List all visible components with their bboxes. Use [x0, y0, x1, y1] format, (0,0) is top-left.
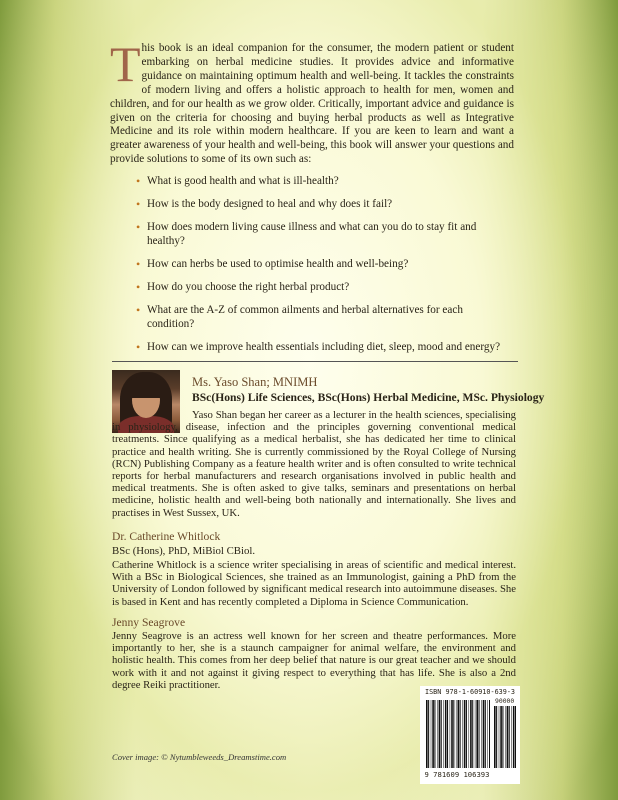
barcode-bar	[432, 700, 434, 768]
author3-name: Jenny Seagrove	[112, 616, 186, 629]
barcode-bar	[472, 700, 473, 768]
barcode-bar	[441, 700, 442, 768]
bullet-icon: •	[136, 257, 141, 271]
list-item: • How can herbs be used to optimise health and well-being?	[136, 257, 409, 271]
list-item: • How does modern living cause illness and what can you do to stay fit and healthy?	[136, 220, 477, 247]
barcode-bar	[426, 700, 428, 768]
barcode-bar	[489, 700, 490, 768]
barcode-bar	[462, 700, 463, 768]
barcode-bar	[453, 700, 454, 768]
barcode-bar	[475, 700, 476, 768]
bullet-icon: •	[136, 280, 141, 294]
barcode-bar	[499, 706, 500, 768]
barcode-bar	[485, 700, 486, 768]
author1-credentials: BSc(Hons) Life Sciences, BSc(Hons) Herbal Medicine, MSc. Physiology	[192, 391, 545, 404]
author1-name: Ms. Yaso Shan; MNIMH	[192, 375, 318, 389]
author3-bio: Jenny Seagrove is an actress well known for her screen and theatre performances. More importantly to her, she is a staunch campaigner for animal welfare, the environment and holistic health. This comes from her deep belief that nature is our great teacher and we should work with it and not against it giving respect to everything that has life. She is also a 2nd degree Reiki practitioner.	[112, 630, 516, 691]
list-item: • How can we improve health essentials including diet, sleep, mood and energy?	[136, 340, 501, 354]
drop-cap: T	[110, 36, 141, 92]
list-item: • How do you choose the right herbal product?	[136, 280, 350, 294]
barcode-bar	[450, 700, 451, 768]
barcode-bar	[500, 706, 502, 768]
barcode-bar	[431, 700, 432, 768]
author2-credentials: BSc (Hons), PhD, MiBiol CBiol.	[112, 545, 256, 557]
barcode-bar	[511, 706, 512, 768]
isbn-barcode	[420, 686, 520, 784]
barcode-bar	[479, 700, 480, 768]
barcode-bar	[505, 706, 506, 768]
bullet-icon: •	[136, 340, 141, 354]
barcode-bar	[428, 700, 429, 768]
question-list	[136, 174, 506, 363]
bullet-icon: •	[136, 303, 141, 317]
author2-bio: Catherine Whitlock is a science writer specialising in areas of scientific and medical interest. With a BSc in Biological Sciences, she trained as an Immunologist, gaining a PhD from the University of London followed by significant medical research into autoimmune diseases. She is based in Kent and has recently completed a Diploma in Science Communication.	[112, 559, 516, 608]
barcode-digits: 9 781609 106393	[424, 770, 490, 779]
isbn-text: ISBN 978-1-60910-639-3	[425, 688, 516, 696]
barcode-addon-bars	[494, 706, 516, 768]
barcode-bar	[494, 706, 496, 768]
barcode-bar	[456, 700, 457, 768]
barcode-bar	[469, 700, 470, 768]
barcode-bar	[487, 700, 488, 768]
barcode-bar	[507, 706, 509, 768]
bullet-icon: •	[136, 174, 141, 188]
barcode-bar	[464, 700, 466, 768]
barcode-bar	[447, 700, 448, 768]
list-item: • What is good health and what is ill-health?	[136, 174, 339, 188]
barcode-bar	[470, 700, 472, 768]
barcode-bar	[502, 706, 503, 768]
list-item: • How is the body designed to heal and why does it fail?	[136, 197, 393, 211]
section-divider	[112, 361, 518, 362]
barcode-bar	[509, 706, 510, 768]
barcode-bar	[443, 700, 444, 768]
barcode-bar	[466, 700, 467, 768]
barcode-bars	[426, 700, 490, 768]
barcode-bar	[458, 700, 460, 768]
barcode-bar	[460, 700, 461, 768]
barcode-bar	[513, 706, 515, 768]
barcode-addon-number: 90000	[495, 697, 515, 705]
cover-image-credit: Cover image: © Nytumbleweeds_Dreamstime.com	[112, 752, 287, 762]
bullet-icon: •	[136, 220, 141, 234]
barcode-bar	[439, 700, 441, 768]
author2-name: Dr. Catherine Whitlock	[112, 530, 221, 543]
bullet-icon: •	[136, 197, 141, 211]
barcode-bar	[434, 700, 435, 768]
barcode-bar	[445, 700, 447, 768]
barcode-bar	[515, 706, 516, 768]
intro-text: his book is an ideal companion for the consumer, the modern patient or student embarking on herbal medicine studies. It provides advice and informative guidance on maintaining optimum health and well-being. It tackles the constraints of modern living and offers a holistic approach to health for men, women and children, and for our health as we grow older. Critically, important advice and guidance is given on the criteria for choosing and buying herbal products as well as Integrative Medicine and its role within modern healthcare. If you are keen to learn and want a greater awareness of your health and well-being, this book will answer your questions and provide solutions to some of its own such as:	[110, 42, 514, 166]
intro-paragraph	[110, 36, 514, 167]
author1-bio: Yaso Shan began her career as a lecturer in the health sciences, specialising in physiology, disease, infection and the principles governing conventional medical treatments. Since qualifying as a medical herbalist, she has dedicated her time to clinical practice and health writing. She is currently commissioned by the Royal College of Nursing (RCN) Publishing Company as a feature health writer and is often consulted to write technical reports for herbal manufacturers and research organisations involved in public health and medical treatments. She is often asked to give talks, seminars and presentations on herbal medicine, holistic health and well-being both nationally and internationally. She lives and practises in West Sussex, UK.	[112, 409, 516, 519]
barcode-bar	[481, 700, 482, 768]
list-item: • What are the A-Z of common ailments and herbal alternatives for each condition?	[136, 303, 463, 330]
barcode-bar	[476, 700, 478, 768]
barcode-bar	[483, 700, 485, 768]
barcode-bar	[496, 706, 497, 768]
barcode-bar	[451, 700, 453, 768]
barcode-bar	[437, 700, 438, 768]
